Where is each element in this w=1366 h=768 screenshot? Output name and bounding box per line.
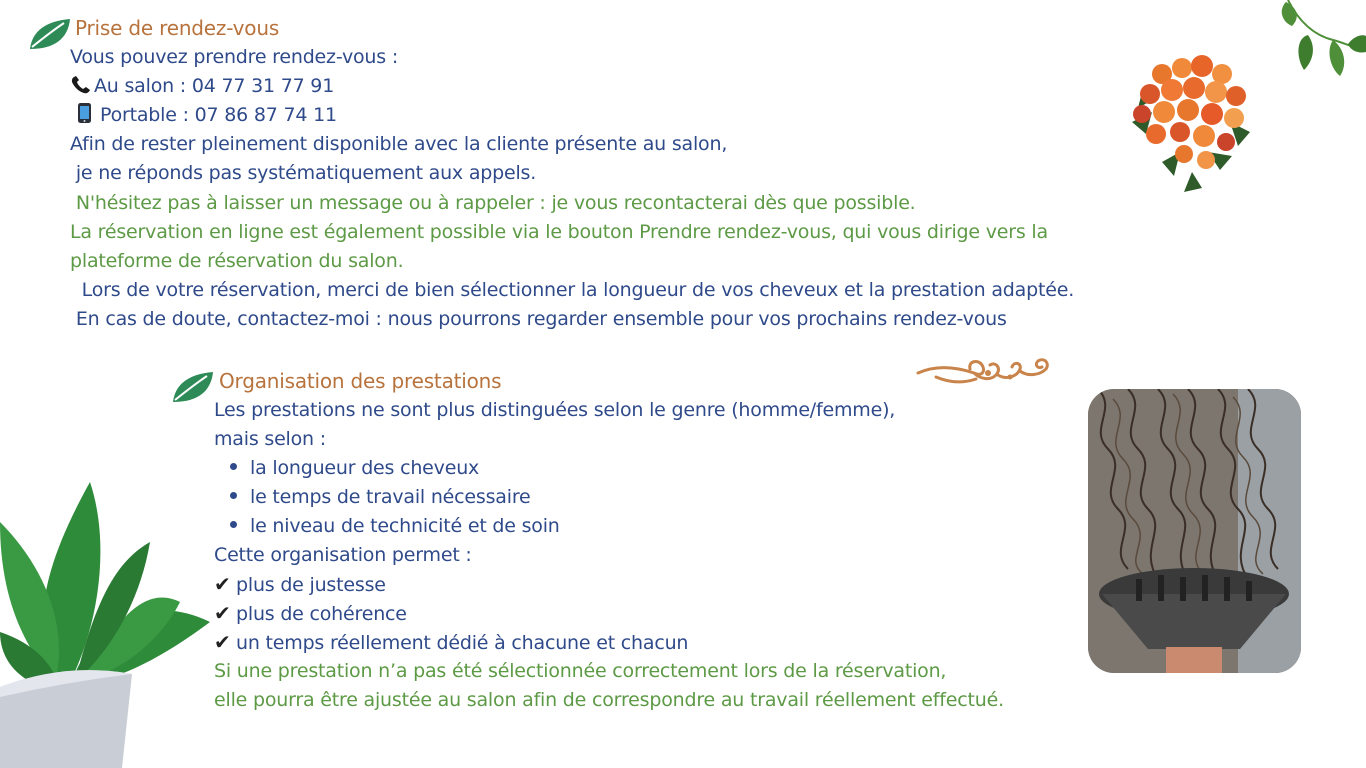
message-line: N'hésitez pas à laisser un message ou à rappeler : je vous recontacterai dès que possible.: [70, 192, 916, 214]
bullet-icon: [230, 463, 237, 470]
flourish-ornament: [916, 353, 1056, 385]
curly-hair-diffuser-photo: [1088, 389, 1301, 673]
adjustment-note-2: elle pourra être ajustée au salon afin de correspondre au travail réellement effectué.: [214, 689, 1004, 711]
check-icon: ✔: [214, 601, 231, 625]
check-icon: ✔: [214, 572, 231, 596]
benefit-item: ✔ un temps réellement dédié à chacune et chacun: [214, 628, 688, 658]
roses-bouquet-image: [1122, 52, 1264, 192]
availability-line-1: Afin de rester pleinement disponible avec la cliente présente au salon,: [70, 133, 728, 155]
online-booking-text-1: La réservation en ligne est également possible via le bouton Prendre rendez-vous, qui vous dirige vers la: [70, 221, 1048, 243]
mobile-phone-icon: [76, 101, 100, 130]
salon-phone-text: Au salon : 04 77 31 77 91: [94, 75, 335, 97]
organisation-allows: Cette organisation permet :: [214, 544, 472, 566]
section-title-appointment: Prise de rendez-vous: [75, 16, 280, 40]
check-icon: ✔: [214, 630, 231, 654]
benefit-item: ✔ plus de justesse: [214, 570, 386, 600]
list-item: la longueur des cheveux: [230, 454, 479, 483]
organisation-line-2: mais selon :: [214, 428, 326, 450]
phone-icon: [70, 72, 94, 101]
adjustment-note-1: Si une prestation n’a pas été sélectionnée correctement lors de la réservation,: [214, 660, 947, 682]
leaf-icon: [28, 17, 72, 51]
contact-line: En cas de doute, contactez-moi : nous pourrons regarder ensemble pour vos prochains rendez-vous: [70, 308, 1007, 330]
leaf-icon: [171, 370, 215, 404]
online-booking-text-2: plateforme de réservation du salon.: [70, 250, 404, 272]
ivy-decoration: [1278, 0, 1366, 80]
organisation-line-1: Les prestations ne sont plus distinguées selon le genre (homme/femme),: [214, 399, 896, 421]
potted-plant-image: [0, 482, 215, 768]
mobile-phone-line: [76, 101, 337, 130]
salon-phone-line: [70, 72, 334, 101]
list-item: le temps de travail nécessaire: [230, 483, 531, 512]
bullet-icon: [230, 521, 237, 528]
list-item: le niveau de technicité et de soin: [230, 512, 560, 541]
bullet-icon: [230, 492, 237, 499]
section-title-organisation: Organisation des prestations: [219, 369, 502, 393]
benefit-item: ✔ plus de cohérence: [214, 599, 407, 629]
online-booking-paragraph: [70, 218, 1134, 276]
booking-instruction-line: Lors de votre réservation, merci de bien sélectionner la longueur de vos cheveux et la prestation adaptée.: [70, 279, 1075, 301]
appointment-intro: Vous pouvez prendre rendez-vous :: [70, 46, 399, 68]
availability-line-2: je ne réponds pas systématiquement aux appels.: [70, 162, 537, 184]
mobile-phone-text: Portable : 07 86 87 74 11: [100, 104, 337, 126]
